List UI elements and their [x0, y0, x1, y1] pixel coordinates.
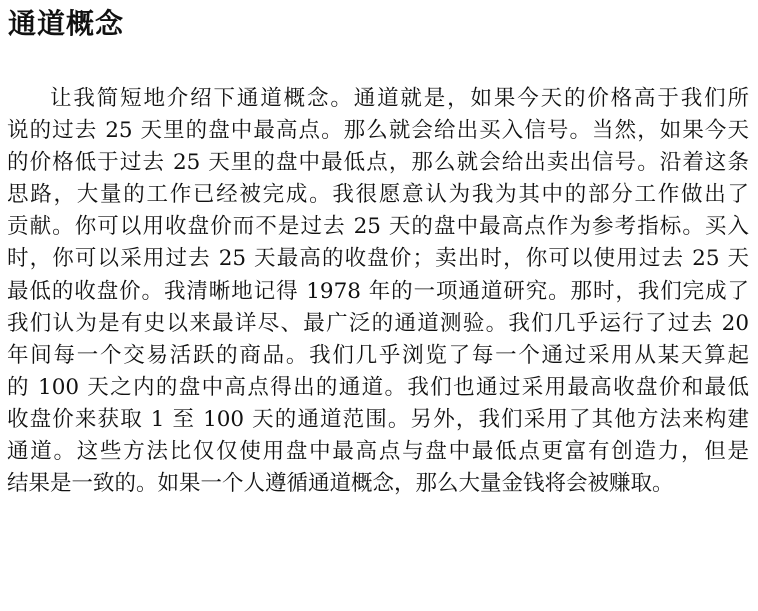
paragraph-line: 通道。这些方法比仅仅使用盘中最高点与盘中最低点更富有创造力，但是 — [7, 439, 749, 465]
paragraph-line: 时，你可以采用过去 25 天最高的收盘价；卖出时，你可以使用过去 25 天 — [7, 246, 749, 272]
paragraph-line: 最低的收盘价。我清晰地记得 1978 年的一项通道研究。那时，我们完成了 — [7, 278, 749, 304]
paragraph-line: 说的过去 25 天里的盘中最高点。那么就会给出买入信号。当然，如果今天 — [7, 118, 749, 144]
paragraph-line: 我们认为是有史以来最详尽、最广泛的通道测验。我们几乎运行了过去 20 — [7, 310, 749, 336]
paragraph-line: 的 100 天之内的盘中高点得出的通道。我们也通过采用最高收盘价和最低 — [7, 374, 749, 400]
paragraph-line: 结果是一致的。如果一个人遵循通道概念，那么大量金钱将会被赚取。 — [7, 471, 674, 497]
paragraph-line: 让我简短地介绍下通道概念。通道就是，如果今天的价格高于我们所 — [50, 86, 749, 111]
paragraph-line: 的价格低于过去 25 天里的盘中最低点，那么就会给出卖出信号。沿着这条 — [7, 150, 749, 176]
section-title: 通道概念 — [8, 7, 125, 40]
body-paragraph — [7, 83, 749, 500]
paragraph-line: 思路，大量的工作已经被完成。我很愿意认为我为其中的部分工作做出了 — [7, 182, 749, 208]
paragraph-line: 贡献。你可以用收盘价而不是过去 25 天的盘中最高点作为参考指标。买入 — [7, 214, 749, 240]
paragraph-line: 年间每一个交易活跃的商品。我们几乎浏览了每一个通过采用从某天算起 — [7, 342, 749, 368]
paragraph-line: 收盘价来获取 1 至 100 天的通道范围。另外，我们采用了其他方法来构建 — [7, 406, 749, 432]
